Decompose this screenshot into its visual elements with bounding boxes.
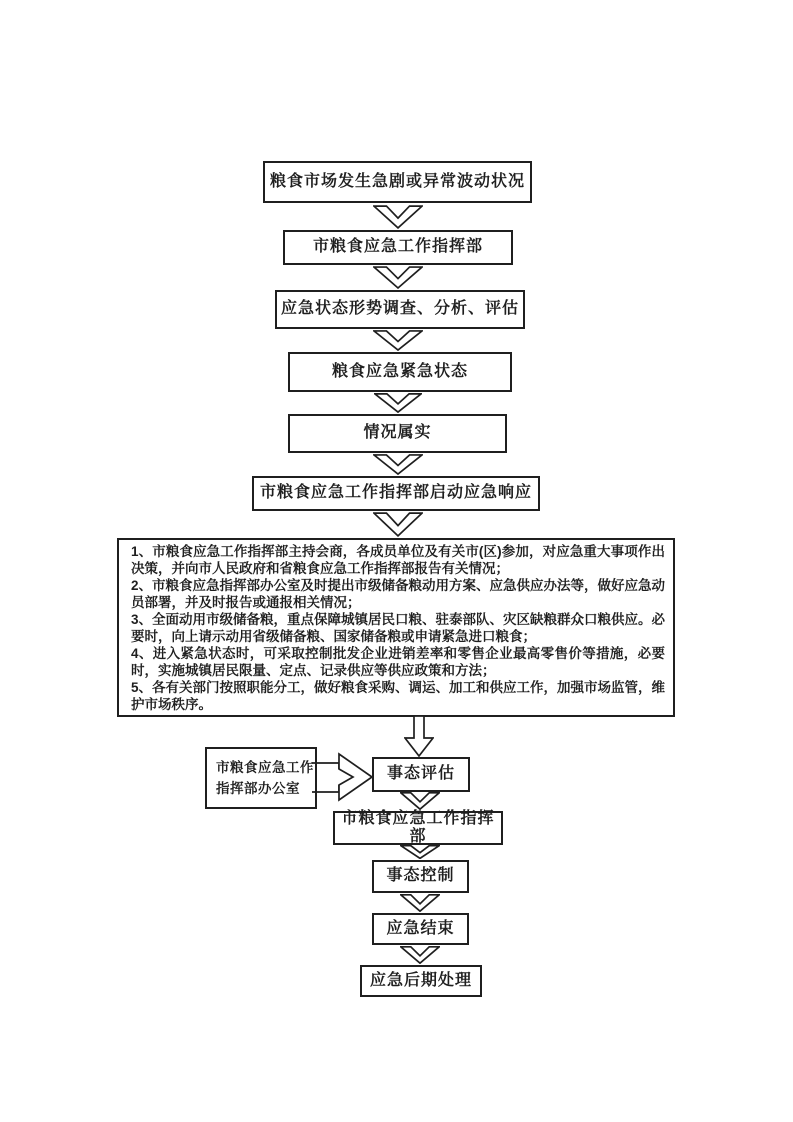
- down-chevron-arrow-icon: [400, 894, 440, 912]
- down-chevron-arrow-icon: [373, 330, 423, 351]
- node-situation-control: [372, 860, 469, 893]
- down-chevron-arrow-icon: [374, 393, 422, 413]
- node-situation-investigation: [275, 290, 525, 329]
- down-chevron-arrow-icon: [400, 946, 440, 964]
- node-emergency-command-hq: [283, 230, 513, 265]
- node-label: 市粮食应急工作指挥部启动应急响应: [259, 484, 532, 502]
- measure-item: 4、进入紧急状态时，可采取控制批发企业进销差率和零售企业最高零售价等措施，必要时，实施城镇居民限量、定点、记录供应等供应政策和方法；: [131, 646, 665, 678]
- node-label: 事态评估: [386, 765, 455, 783]
- node-grain-emergency-state: [288, 352, 512, 392]
- node-emergency-end: [372, 913, 469, 945]
- right-chevron-arrow-icon: [312, 752, 373, 802]
- measure-item: 2、市粮食应急指挥部办公室及时提出市级储备粮动用方案、应急供应办法等，做好应急动员部署，并及时报告或通报相关情况；: [131, 578, 666, 610]
- down-chevron-arrow-icon: [373, 266, 423, 289]
- node-situation-assessment: [372, 757, 470, 792]
- measure-item: 3、全面动用市级储备粮，重点保障城镇居民口粮、驻泰部队、灾区缺粮群众口粮供应。必要时，向上请示动用省级储备粮、国家储备粮或申请紧急进口粮食；: [131, 612, 666, 644]
- node-hq-office: [205, 747, 317, 809]
- down-chevron-arrow-icon: [400, 792, 440, 810]
- down-chevron-arrow-icon: [373, 454, 423, 475]
- node-label: 应急后期处理: [369, 971, 472, 989]
- node-hq-starts-response: [252, 476, 540, 511]
- node-emergency-command-hq-2: [333, 811, 503, 845]
- node-situation-confirmed: [288, 414, 507, 453]
- response-measures-box: [117, 538, 675, 717]
- node-label: 应急状态形势调查、分析、评估: [280, 300, 519, 318]
- node-label: 市粮食应急工作指挥部: [312, 238, 483, 256]
- node-label: 应急结束: [386, 919, 455, 937]
- down-chevron-arrow-icon: [373, 205, 423, 229]
- node-label-line: 指挥部办公室: [216, 781, 300, 796]
- node-market-abnormal-fluctuation: [263, 161, 532, 203]
- block-down-arrow-icon: [404, 716, 434, 757]
- measure-item: 1、市粮食应急工作指挥部主持会商，各成员单位及有关市(区)参加，对应急重大事项作出决策，并向市人民政府和省粮食应急工作指挥部报告有关情况；: [131, 544, 665, 576]
- node-label: 粮食市场发生急剧或异常波动状况: [269, 172, 525, 190]
- node-post-emergency-handling: [360, 965, 482, 997]
- node-label: 粮食应急紧急状态: [331, 362, 468, 380]
- measure-item: 5、各有关部门按照职能分工，做好粮食采购、调运、加工和供应工作，加强市场监管，维护市场秩序。: [131, 680, 666, 712]
- node-label-line: 市粮食应急工作: [216, 760, 314, 775]
- down-chevron-arrow-icon: [373, 512, 423, 537]
- node-label: 市粮食应急工作指挥部: [341, 809, 495, 845]
- down-chevron-arrow-icon: [400, 845, 440, 859]
- node-label: 事态控制: [386, 867, 455, 885]
- node-label: 情况属实: [363, 424, 432, 442]
